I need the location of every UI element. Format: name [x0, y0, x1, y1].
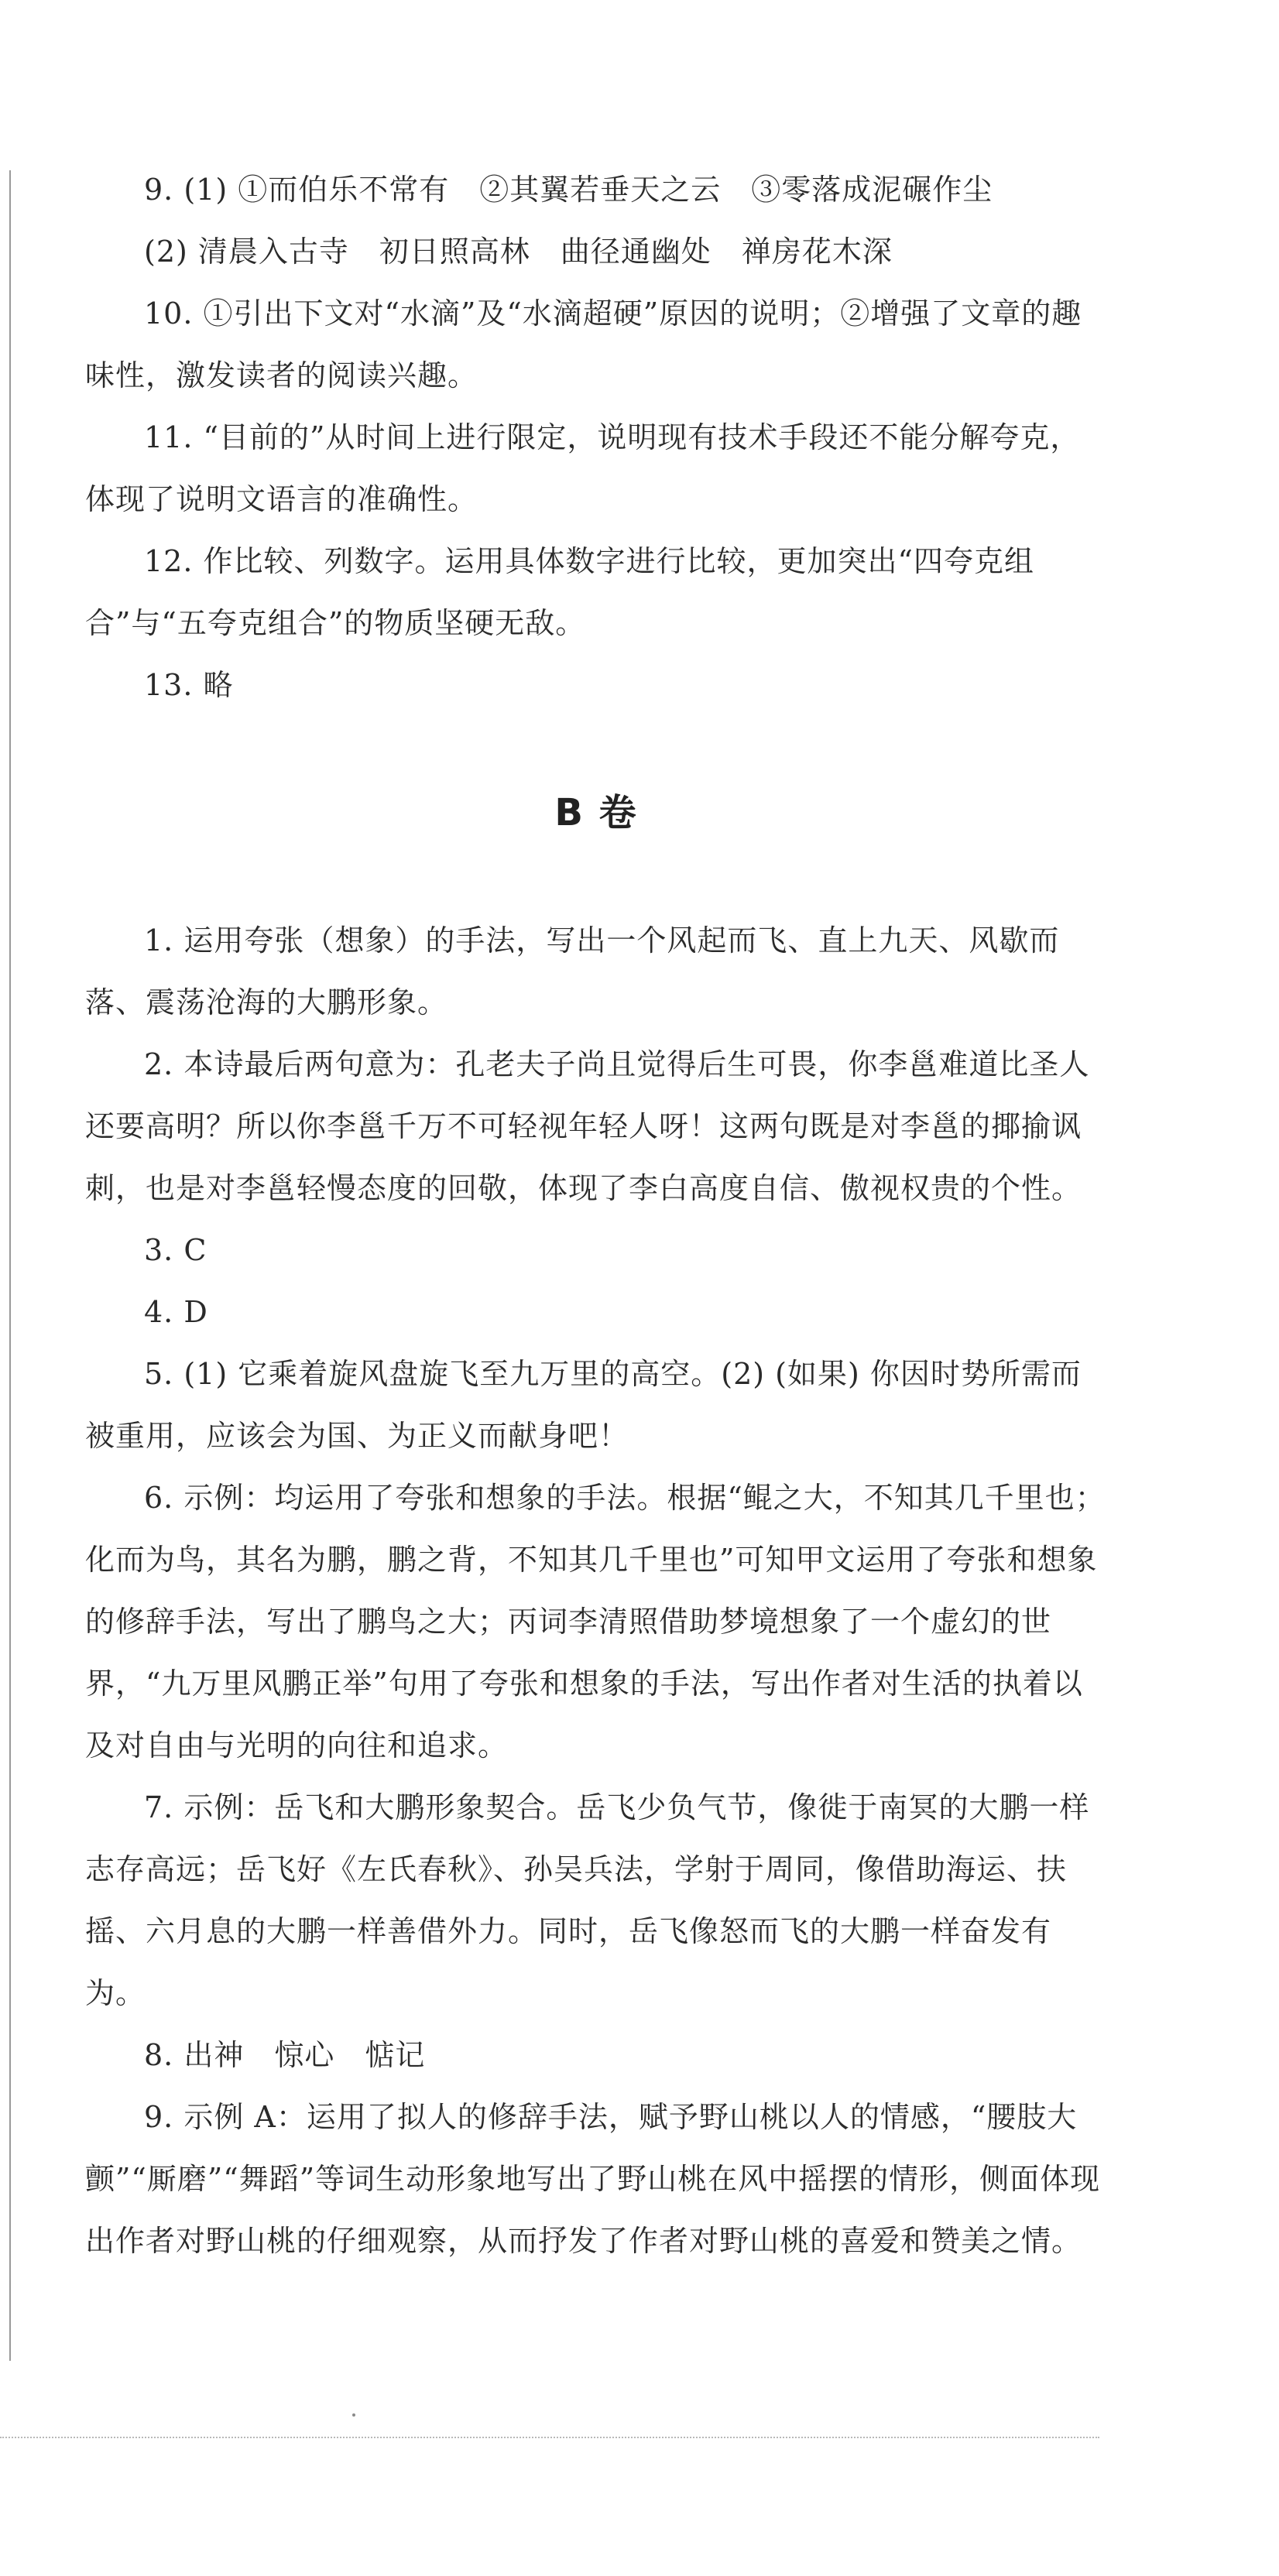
answer-b-9: 9. 示例 A：运用了拟人的修辞手法，赋予野山桃以人的情感，“腰肢大颤”“厮磨”“舞蹈”等词生动形象地写出了野山桃在风中摇摆的情形，侧面体现出作者对野山桃的仔细观察，从而抒发了作者对野山桃的喜爱和赞美之情。	[85, 2100, 1101, 2258]
answer-b-2: 2. 本诗最后两句意为：孔老夫子尚且觉得后生可畏，你李邕难道比圣人还要高明？所以你李邕千万不可轻视年轻人呀！这两句既是对李邕的揶揄讽刺，也是对李邕轻慢态度的回敬，体现了李白高度自信、傲视权贵的个性。	[85, 1047, 1090, 1205]
answer-b-4: 4. D	[144, 1295, 208, 1329]
answer-10: 10. ①引出下文对“水滴”及“水滴超硬”原因的说明；②增强了文章的趣味性，激发读者的阅读兴趣。	[85, 296, 1082, 392]
bottom-dotted-rule	[0, 2437, 1099, 2438]
answer-b-7: 7. 示例：岳飞和大鹏形象契合。岳飞少负气节，像徙于南冥的大鹏一样志存高远；岳飞好《左氏春秋》、孙吴兵法，学射于周同，像借助海运、扶摇、六月息的大鹏一样善借外力。同时，岳飞像怒而飞的大鹏一样奋发有为。	[85, 1790, 1090, 2010]
section-title-b: B 卷	[554, 791, 638, 834]
answer-b-1: 1. 运用夸张（想象）的手法，写出一个风起而飞、直上九天、风歇而落、震荡沧海的大鹏形象。	[85, 923, 1060, 1019]
answer-13: 13. 略	[144, 668, 234, 702]
answer-11: 11. “目前的”从时间上进行限定，说明现有技术手段还不能分解夸克，体现了说明文语言的准确性。	[85, 420, 1081, 516]
answer-b-8: 8. 出神 惊心 惦记	[144, 2038, 426, 2072]
answer-12: 12. 作比较、列数字。运用具体数字进行比较，更加突出“四夸克组合”与“五夸克组合”的物质坚硬无敌。	[85, 544, 1034, 640]
answer-9-part1: 9. (1) ①而伯乐不常有 ②其翼若垂天之云 ③零落成泥碾作尘	[144, 173, 993, 207]
scan-dot	[352, 2413, 355, 2417]
answer-b-5: 5. (1) 它乘着旋风盘旋飞至九万里的高空。(2) (如果) 你因时势所需而被重用，应该会为国、为正义而献身吧！	[85, 1357, 1082, 1453]
answer-text-block	[85, 159, 1107, 2272]
answer-b-3: 3. C	[144, 1233, 207, 1267]
answer-9-part2: (2) 清晨入古寺 初日照高林 曲径通幽处 禅房花木深	[144, 235, 893, 269]
left-margin-rule	[9, 170, 11, 2361]
answer-b-6: 6. 示例：均运用了夸张和想象的手法。根据“鲲之大，不知其几千里也；化而为鸟，其名为鹏，鹏之背，不知其几千里也”可知甲文运用了夸张和想象的修辞手法，写出了鹏鸟之大；丙词李清照借助梦境想象了一个虚幻的世界，“九万里风鹏正举”句用了夸张和想象的手法，写出作者对生活的执着以及对自由与光明的向往和追求。	[85, 1481, 1106, 1762]
